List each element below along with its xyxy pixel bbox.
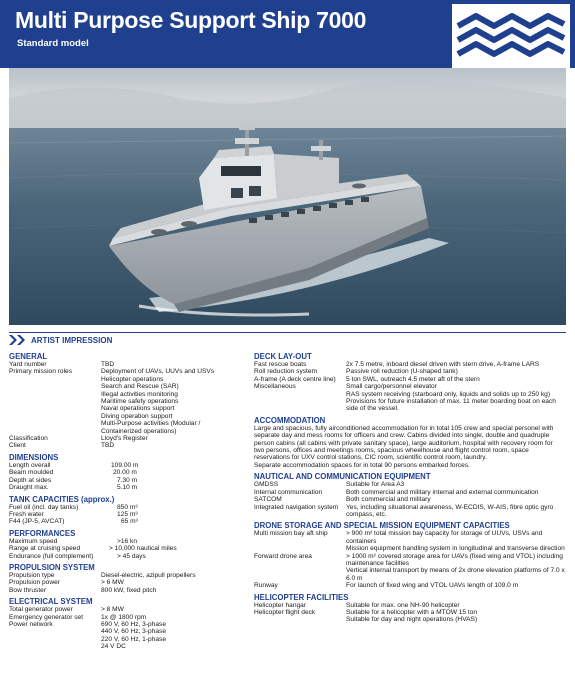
spec-column-left xyxy=(9,352,247,651)
page-subtitle: Standard model xyxy=(17,38,89,49)
spec-value: Both commercial and military internal and external communication xyxy=(346,488,539,496)
spec-value: TBD xyxy=(101,442,115,450)
spec-row: Length overall 109.00 m xyxy=(9,462,247,469)
spec-row: Fuel oil (incl. day tanks) 850 m³ xyxy=(9,504,247,511)
heading-nautical-communication: NAUTICAL AND COMMUNICATION EQUIPMENT xyxy=(254,472,431,482)
spec-row: A-frame (A deck centre line) 5 ton SWL, outreach 4.5 meter aft of the stern xyxy=(254,376,566,383)
heading-drone-storage: DRONE STORAGE AND SPECIAL MISSION EQUIPMENT CAPACITIES xyxy=(254,521,510,531)
spec-row: GMDSS Suitable for Area A3 xyxy=(254,481,566,488)
spec-row xyxy=(9,435,247,442)
spec-value: Yes, including situational awareness, W-ECDIS, W-AIS, fibre optic gyro compass, etc. xyxy=(346,503,554,518)
heading-general: GENERAL xyxy=(9,352,48,361)
double-chevron-icon xyxy=(9,335,27,345)
heading-deck-layout: DECK LAY-OUT xyxy=(254,352,312,361)
spec-value: 125 m³ xyxy=(117,510,138,518)
spec-value: > 6 MW xyxy=(101,579,124,587)
page-title: Multi Purpose Support Ship 7000 xyxy=(15,7,367,33)
spec-row: Endurance (full complement) > 45 days xyxy=(9,553,247,560)
spec-key: Classification xyxy=(9,435,48,443)
spec-row: Integrated navigation system Yes, including situational awareness, W-ECDIS, W-AIS, fibre optic gyro compass, etc. xyxy=(254,504,566,519)
spec-row: Propulsion type Diesel-electric, azipull propellers xyxy=(9,572,247,579)
spec-row: Helicopter hangar Suitable for max. one NH-90 helicopter xyxy=(254,602,566,609)
accommodation-text: Large and spacious, fully airconditioned accommodation for in total 105 crew and special personel with separate day and mess rooms for officers and crew. Cabins divided into single, double and quadruple person cabins (all cabins with private sanitary space), large auditorium, hospital with recovery room for two persons, offices and meetings rooms, spacious wheelhouse and flight control room, space reservations for UXV control stations, CIC room, scientific control room, laundry. xyxy=(254,424,554,462)
spec-row: Fresh water 125 m³ xyxy=(9,511,247,518)
spec-value: Suitable for a helicopter with a MTOW 15 ton Suitable for day and night operations (HVAS) xyxy=(346,608,478,624)
spec-value: 1x @ 1800 rpm xyxy=(101,613,147,621)
accommodation-text: Separate accommodation spaces for in total 90 persons embarked forces. xyxy=(254,461,470,469)
spec-row: Beam moulded 20.00 m xyxy=(9,469,247,476)
spec-row: Total generator power > 8 MW xyxy=(9,606,247,613)
spec-value: 109.00 m xyxy=(111,461,139,469)
spec-key: Primary mission roles xyxy=(9,368,73,376)
spec-value: Both commercial and military xyxy=(346,496,431,504)
spec-value: 5.10 m xyxy=(117,484,138,492)
header-banner xyxy=(0,0,575,68)
spec-value: Lloyd's Register xyxy=(101,435,148,443)
spec-row xyxy=(9,361,247,368)
spec-row: Draught max. 5.10 m xyxy=(9,484,247,491)
spec-value: 65 m³ xyxy=(121,518,138,526)
spec-row: Range at cruising speed > 10,000 nautical miles xyxy=(9,545,247,552)
section-label: ARTIST IMPRESSION xyxy=(31,336,113,345)
spec-row: Multi mission bay aft ship > 900 m² total mission bay capacity for storage of UUVs, USVs and containers Mission equipment handling system in longitudinal and transverse direction xyxy=(254,530,565,553)
spec-column-right xyxy=(254,352,566,624)
spec-row: Fast rescue boats 2x 7.5 metre, inboard diesel driven with stern drive, A-frame LARS xyxy=(254,361,566,368)
spec-row xyxy=(9,442,247,449)
heading-tank-capacities: TANK CAPACITIES (approx.) xyxy=(9,494,115,504)
spec-row: Runway For launch of fixed wing and VTOL UAVs length of 109.0 m xyxy=(254,582,566,589)
spec-value: > 900 m² total mission bay capacity for storage of UUVs, USVs and containers Mission equipment handling system in longitudinal and transverse direction xyxy=(346,530,565,553)
ship-photo xyxy=(9,68,566,325)
spec-value: 5 ton SWL, outreach 4.5 meter aft of the stern xyxy=(346,375,480,383)
heading-accommodation: ACCOMMODATION xyxy=(254,415,326,425)
spec-value: > 1000 m² covered storage area for UAVs (fixed wing and VTOL) including maintenance facilities Vertical internal transport by means of 2x drone elevation platforms of 7.0 x 6.0 m xyxy=(346,552,565,582)
spec-row: Helicopter flight deck Suitable for a helicopter with a MTOW 15 ton Suitable for day and night operations (HVAS) xyxy=(254,609,566,624)
heading-performances: PERFORMANCES xyxy=(9,528,76,538)
spec-row: Depth at sides 7.30 m xyxy=(9,477,247,484)
spec-row: Propulsion power > 6 MW xyxy=(9,579,247,586)
spec-row: Roll reduction system Passive roll reduction (U-shaped tank) xyxy=(254,368,566,375)
spec-row: Miscellaneous Small cargo/personnel elevator RAS system receiving (starboard only, liquids and solids up to 250 kg) Provisions for future installation of max. 11 meter boarding boat on each side of the vessel. xyxy=(254,383,566,413)
spec-value: 7.30 m xyxy=(117,476,138,484)
spec-row xyxy=(9,368,247,435)
spec-value: Small cargo/personnel elevator RAS system receiving (starboard only, liquids and solids up to 250 kg) Provisions for future installation of max. 11 meter boarding boat on each side of the vessel. xyxy=(346,383,556,413)
spec-value: 690 V, 60 Hz, 3-phase 440 V, 60 Hz, 3-phase 220 V, 60 Hz, 1-phase 24 V DC xyxy=(101,620,167,651)
spec-value: Deployment of UAVs, UUVs and USVs Helicopter operations Search and Rescue (SAR) Illegal activities monitoring Maritime safety operations Naval operations support Diving operation support Multi-Purpose activities (Modular / Containerized operations) xyxy=(101,368,215,435)
wave-chevron-logo-icon xyxy=(452,4,570,68)
spec-row: Maximum speed >16 kn xyxy=(9,538,247,545)
spec-value: Diesel-electric, azipull propellers xyxy=(101,571,196,579)
spec-value: 850 m³ xyxy=(117,503,138,511)
spec-value: >16 kn xyxy=(117,537,137,545)
artist-impression-bar xyxy=(9,332,566,346)
spec-value: 20.00 m xyxy=(113,469,137,477)
spec-row: Emergency generator set 1x @ 1800 rpm xyxy=(9,614,247,621)
spec-value: > 45 days xyxy=(117,552,146,560)
spec-value: Suitable for Area A3 xyxy=(346,481,405,489)
heading-dimensions: DIMENSIONS xyxy=(9,452,59,462)
spec-value: > 8 MW xyxy=(101,606,124,614)
spec-row: SATCOM Both commercial and military xyxy=(254,496,566,503)
spec-row: Forward drone area > 1000 m² covered storage area for UAVs (fixed wing and VTOL) including maintenance facilities Vertical internal transport by means of 2x drone elevation platforms of 7.0 x 6.0 m xyxy=(254,552,565,582)
spec-row: F44 (JP-5, AVCAT) 65 m³ xyxy=(9,518,247,525)
spec-value: For launch of fixed wing and VTOL UAVs length of 109.0 m xyxy=(346,582,519,590)
spec-value: Suitable for max. one NH-90 helicopter xyxy=(346,601,460,609)
spec-row: Bow thruster 800 kW, fixed pitch xyxy=(9,587,247,594)
spec-value: 2x 7.5 metre, inboard diesel driven with stern drive, A-frame LARS xyxy=(346,361,540,368)
heading-electrical-system: ELECTRICAL SYSTEM xyxy=(9,597,93,607)
spec-row: Power network 690 V, 60 Hz, 3-phase 440 V, 60 Hz, 3-phase 220 V, 60 Hz, 1-phase 24 V DC xyxy=(9,621,247,651)
spec-key: Client xyxy=(9,442,26,450)
heading-helicopter-facilities: HELICOPTER FACILITIES xyxy=(254,592,349,602)
spec-value: TBD xyxy=(101,361,115,368)
spec-value: > 10,000 nautical miles xyxy=(109,545,177,553)
spec-value: Passive roll reduction (U-shaped tank) xyxy=(346,368,458,376)
spec-value: 800 kW, fixed pitch xyxy=(101,586,157,594)
heading-propulsion-system: PROPULSION SYSTEM xyxy=(9,562,95,572)
spec-key: Yard number xyxy=(9,361,47,368)
spec-row: Internal communication Both commercial and military internal and external communication xyxy=(254,489,566,496)
